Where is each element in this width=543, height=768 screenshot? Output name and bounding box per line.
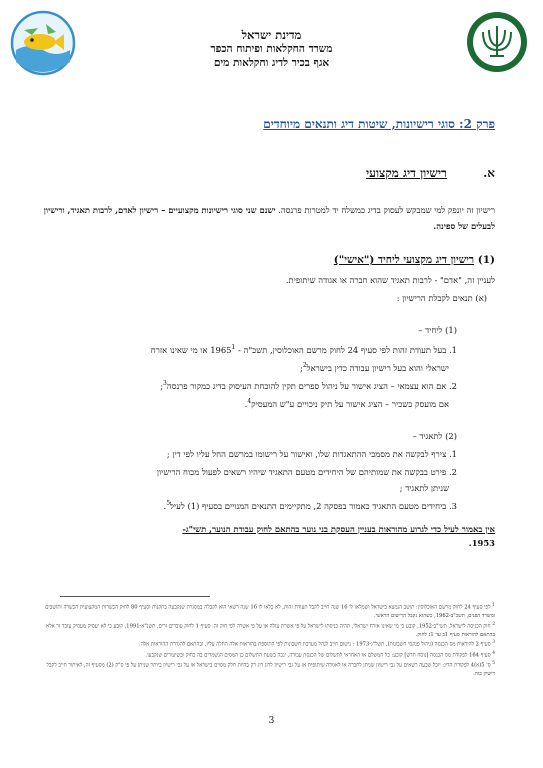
page-number: 3 <box>268 716 275 726</box>
footnote-ref-2: 2 <box>302 361 307 369</box>
note-line-1: אין באמור לעיל כדי לגרוע מהוראות בעניין העסקת בני נוער בהתאם לחוק עבודת הנוער, תשי"ג- <box>182 524 495 534</box>
corporation-item-3-end: . <box>163 500 167 511</box>
intro-bold: ישנם שני סוגי רישיונות מקצועיים – רישיון לאדם, לרבות תאגיד, ורישיון לבעלים של ספינה <box>43 205 495 231</box>
header-ministry: משרד החקלאות ופיתוח הכפר <box>210 43 333 55</box>
footnotes <box>45 602 495 679</box>
intro-end: . <box>433 221 437 231</box>
youth-employment-note <box>35 522 495 550</box>
footnote-number: 3 <box>492 640 495 646</box>
subsection-title: רישיון דיג מקצועי ליחיד ("אישי") <box>333 254 475 266</box>
footnote-2 <box>45 621 495 640</box>
footnote-ref-4: 4 <box>247 397 252 405</box>
individual-item-2-text: 2. אם הוא עצמאי – הציג אישור על ניהול ספרים תקין להוכחת העיסוק בדיג כמקור פרנסה <box>166 380 457 391</box>
subsection-number: (1) <box>477 254 495 266</box>
footnote-ref-3: 3 <box>163 380 167 387</box>
section-a-heading <box>366 166 495 181</box>
footnote-text: חוק הכניסה לישראל, תשי"ב-1952, קובע כי מי שאינו אזרח ישראלי, תהיה כניסתו לישראל על פי אשרת עולה או על פי אשרה לפי חוק זה. סעיף 1 לחוק עובדים זרים, תשנ"א-1991, קובע כי לא יעסיק מעסיק עובד זר אלא בהתאם להוראות סעיף 1ב עד 1ג לחוק. <box>46 623 495 638</box>
footnote-text: סעיף 164 לפקודת מס הכנסה [נוסח חדש] קובע: כל המשלם או האחראי לתשלום של הכנסת עבודה, ינכה בשעת התשלום כן המסים הנשמרים בה כחוק ובשיעורים שנקבעו. <box>145 652 491 659</box>
individual-label: (1) ליחיד – <box>418 325 457 335</box>
corporation-item-3 <box>37 496 457 514</box>
footnote-separator <box>60 596 210 597</box>
corporation-item-3-text: 3. ביחידים מטעם התאגיד כאמור בפסקה 2, מתקיימים התנאים המנויים בסעיף (1) לעיל <box>170 500 457 511</box>
individual-item-1-line2: ישראלי והוא בעל רישיון עבודה כדין בישראל <box>306 362 449 373</box>
corporation-item-2-text: 2. פירט בבקשה את שמותיהם של היחידים מטעם התאגיד שיהיו רשאים לפעול מכוח הרישיון <box>156 467 457 477</box>
corporation-label: (2) לתאגיד – <box>412 431 457 441</box>
corporation-item-2-line2: שניתן לתאגיד ; <box>399 483 449 493</box>
footnote-text: לפי סעיף 24 לחוק מרשם האוכלוסין: תושב הנמצא בישראל ושמלאו לו 16 שנה חייב לקבל תעודת זהות, לא כלאו לו 16 שנה רשאי הוא לקבלה במסגרת שנקבעה בתקנות וסעיף 80 לחוק הכשרות המקצועית הכשרה ותושבים ומשרד הפנים, תשכ"ב-1962, כשהוא נקבל הרישום הראשי. <box>45 604 495 620</box>
individual-item-1 <box>37 340 457 376</box>
chapter-title: פרק 2: סוגי רישיונות, שיטות דיג ותנאים מיוחדים <box>263 117 495 131</box>
corporation-item-2 <box>37 464 457 496</box>
subsection-heading <box>334 254 495 266</box>
section-letter: א. <box>483 166 495 180</box>
ministry-of-agriculture-emblem <box>466 10 528 74</box>
footnote-ref-1: 1 <box>231 344 236 351</box>
definition-text: לעניין זה, "אדם" - לרבות תאגיד שהוא חברה או אגודה שיתופית. <box>285 275 495 285</box>
corporation-item-1: 1. צירף לבקשה את מסמכי ההתאגדות שלו, ואישור על רישומו במרשם החל עליו לפי דין ; <box>166 449 457 459</box>
footnote-ref-5: 5 <box>166 500 171 507</box>
individual-item-2-end2: . <box>244 398 248 409</box>
footnote-4 <box>45 650 495 660</box>
header-country: מדינת ישראל <box>241 28 302 42</box>
footnote-5 <box>45 660 495 679</box>
footnote-1 <box>45 602 495 621</box>
individual-item-2 <box>37 376 457 412</box>
footnote-text: ס' 5(א)4 לפקודת הדיג: יוכל שבעה רשאים על גבי רישיון שניתן לחברה או לאגודה שיתופית או על גבי רישיון לדוג דוג רק בהיות חלק מסוים בישראל או על גבי רישיון ביותר שניתן על פי ס"ק (2) מסעיף זה, לאיתור חייב לקבל רישיון כזה. <box>46 662 495 678</box>
intro-paragraph <box>35 202 495 234</box>
footnote-3 <box>45 639 495 649</box>
individual-item-1-text: 1. בעל תעודת זהות לפי סעיף 24 לחוק מרשם האוכלוסין, תשכ"ה - 1965 <box>210 344 457 355</box>
intro-text: רישיון זה יונפק למי שמבקש לעסוק בדיג כמשלח יד למטרות פרנסה. <box>278 205 495 215</box>
footnote-number: 4 <box>492 650 495 656</box>
footnote-text: סעיף 2 להוראות מס הכנסה (ניהול פנקסי חשבונות), תשל"ג-1973 : נישום חייב לנהל מערכת חשבונות לפי התוספת בהוראות אלה החלה עליו, ובהתאם להגדרת ההוראות אלה. <box>139 642 491 649</box>
individual-item-1-text-b: או מי שאינו אזרח <box>150 344 211 355</box>
conditions-label: (א) תנאים לקבלת הרישיון : <box>396 293 487 303</box>
individual-item-2-line2: אם מועסק כשכיר – הציג אישור על תיק ניכויים ע"ש המעסיק <box>251 398 449 409</box>
document-header <box>140 28 403 70</box>
section-title: רישיון דיג מקצועי <box>366 166 447 180</box>
header-department: אגף בכיר לדיג וחקלאות מים <box>213 57 330 69</box>
footnote-number: 1 <box>492 603 495 608</box>
individual-item-2-end: ; <box>160 380 164 391</box>
note-line-2: 1953. <box>468 538 495 548</box>
fisheries-department-logo <box>10 10 76 76</box>
individual-item-1-end: ; <box>300 362 303 373</box>
footnote-number: 5 <box>492 660 495 666</box>
footnote-number: 2 <box>492 621 495 627</box>
